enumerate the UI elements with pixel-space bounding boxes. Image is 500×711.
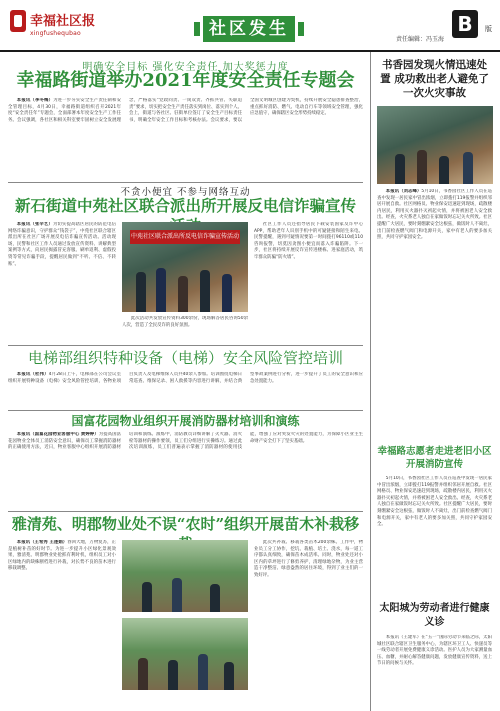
anti-fraud-photo [122,222,248,312]
logo-name: 幸福社区报 [30,14,96,29]
side-body-2: 5月10日，书香园社区工作人员在巡查中发现一居民家中冒出浓烟，立即拨打119报警并组织邻居开展自救。社区网格员、物业保安迅速赶到现场，疏散楼内居民，利用灭火器扑灭初起火情，并将被困老人安全救出。经查，火灾系老人独自在家做饭时忘记关火所致。社区提醒广大居民，要时刻绷紧安全这根弦，做饭时人不离灶，出门前检查燃气阀门和电源开关，家中有老人的要多加关照，共同守护家园安全。 [377,476,492,528]
story1-headline[interactable]: 幸福路街道举办2021年度安全责任专题会 [16,70,355,91]
story4-headline[interactable]: 国富花园物业组织开展消防器材培训和演练 [71,414,300,428]
editor-credit: 责任编辑：冯玉海 [395,36,444,43]
story5-body-2: 此次共补栽、移栽各类苗木200余株。工作中，物业员工分工协作，挖坑、栽植、培土、浇水，每一道工序都认真细致，确保苗木成活率。同时，物业处还对小区内的草坪进行了修剪养护，清理绿地杂物，为业主营造干净整洁、绿意盎然的居住环境，得到了业主们的一致好评。 [254,540,363,578]
story3-body: 本报讯（杜伟）4月28日上午，电梯部在公司会议室组织开展特种设备（电梯）安全风险管控培训，各物业项目负责人及电梯维保人员共40余人参加。培训围绕电梯日常巡查、维保记录、困人救援等内容进行讲解，并结合典型事故案例进行分析，进一步提升了员工的安全意识和应急处置能力。 [8,372,363,384]
masthead [0,0,500,52]
section-title: 社区发生 [203,16,295,42]
page-edition: 版 [485,25,492,33]
side-headline-2[interactable]: 幸福路志愿者走进老旧小区 开展消防宣传 [377,446,492,470]
story2-body-2: 此次活动共发放宣传资料300余份，现场解答居民咨询50余人次，营造了全民反诈的良好氛围。 [122,316,248,328]
story5-body: 本报讯（王希秀 王莲娟）春回大地，万物复苏，正是植树补苗的好时节。为进一步提升小区绿化景观效果，雅清苑、明郡物业处抢抓有利时机，组织员工对小区绿地内的缺株断档进行补栽，对长势不良的苗木进行移栽调整。 [8,540,116,572]
page-letter: B [452,10,478,38]
story1-kicker: 明确安全目标 强化安全责任 加大奖惩力度 [82,62,289,73]
story3-headline[interactable]: 电梯部组织特种设备（电梯）安全风险管控培训 [27,349,343,367]
logo-icon [10,10,26,32]
story1-body: 本报讯（李冬梅）为进一步夯实安全生产责任制和安全管理目标，4月30日，幸福路街道组织召开2021年度“安全责任年”专题会，全面部署本年度安全生产工作任务。会议强调，各社区和相关科室要牢固树立安全发展理念，严格落实“党政同责、一岗双责、齐抓共管、失职追责”要求，切实把安全生产责任落实到岗位、落实到个人。会上，街道与各社区、驻街单位签订了安全生产目标责任书，明确全年安全工作目标和考核办法。会议要求，要以全国文明城区创建为契机，持续开展安全隐患排查整治，重点抓好消防、燃气、电动自行车等领域安全管理，强化应急值守，确保辖区安全形势持续稳定。 [8,98,363,123]
side-body-3: 本报讯（王建军）在“五一”国际劳动节来临之际，太阳城社区联合辖区卫生服务中心，为辖区环卫工人、快递员等一线劳动者开展免费健康义诊活动。医护人员为大家测量血压、血糖，并耐心解答健康问题，发放健康宣传资料，送上节日的问候与关怀。 [377,635,492,667]
story5-headline[interactable]: 雅清苑、明郡物业处不误“农时”组织开展苗木补栽移 [11,515,360,533]
side-headline[interactable]: 书香园发现火情迅速处置 成功救出老人避免了一次火灾事故 [380,59,489,99]
fire-rescue-photo [377,106,493,184]
story2-headline[interactable]: 新石街道中苑社区联合派出所开展反电信诈骗宣传 [14,196,356,215]
logo-subtitle: xingfushequbao [30,30,81,37]
side-headline-3[interactable]: 太阳城为劳动者进行健康义诊 [379,603,490,628]
story4-body: 本报讯（国富花园物业客服中心 黄婷婷）为提高国富花园物业全体员工消防安全意识，确保员工掌握消防器材的正确使用方法，近日，物业客服中心组织开展消防器材培训和演练。演练中，消防教员详细讲解了灭火器、消火栓等器材的操作要领，员工们分组进行实操练习。通过此次培训演练，员工们普遍表示掌握了消防器材的使用技能，增强了应对突发火灾的处置能力，为保障小区业主生命财产安全打下了坚实基础。 [8,432,363,451]
newspaper-logo[interactable] [10,8,130,48]
story2-kicker: 不贪小便宜 不参与网络互动 [120,187,251,198]
story1-byline: 本报讯（李冬梅） [16,98,54,103]
side-body: 本报讯（刘志峰）5月10日，书香园社区工作人员在巡查中发现一居民家中冒出浓烟，立即拨打119报警并组织邻居开展自救。社区网格员、物业保安迅速赶到现场，疏散楼内居民，利用灭火器扑灭初起火情，并将被困老人安全救出。经查，火灾系老人独自在家做饭时忘记关火所致。社区提醒广大居民，要时刻绷紧安全这根弦，做饭时人不离灶，出门前检查燃气阀门和电源开关，家中有老人的要多加关照，共同守护家园安全。 [377,189,492,241]
story2-body-3: 社区工作人员还指导居民下载安装国家反诈中心APP，帮助老年人识别手机中的可疑链接和陌生来电。民警提醒，遇到可疑情况要第一时间拨打96110或110咨询报警，切莫因贪图小便宜而落入诈骗陷阱。下一步，社区将持续开展反诈宣传进楼栋、进家庭活动，筑牢群众防骗“防火墙”。 [254,222,363,260]
tree-planting-photo-2 [122,618,248,690]
tree-planting-photo-1 [122,540,248,612]
right-column [370,52,492,711]
story2-body: 本报讯（张辛艺）为切实提高辖区居民的防范电信网络诈骗意识，守护群众“钱袋子”，中苑社区联合辖区派出所在社区广场开展反电信诈骗宣传活动。活动现场，民警和社区工作人员通过发放宣传资料、讲解典型案例等方式，向居民揭露冒充客服、刷单返利、虚假投资等常见诈骗手段，提醒居民做到“不听、不信、不转账”。 [8,222,116,267]
event-banner: 中苑社区联合派出所反电信诈骗宣传活动 [130,230,240,244]
